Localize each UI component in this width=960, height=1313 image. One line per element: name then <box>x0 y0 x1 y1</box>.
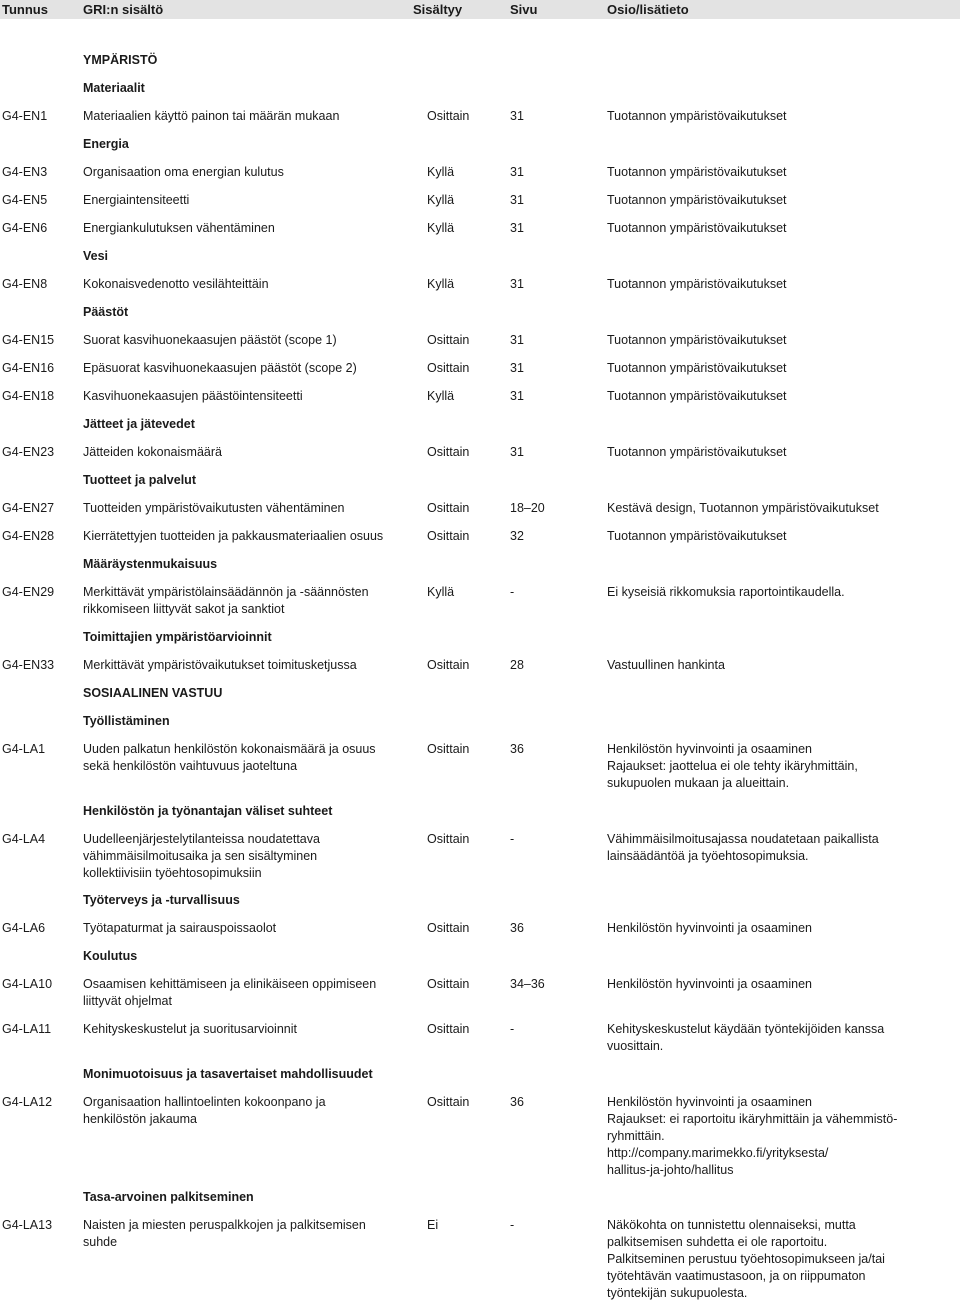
note-line: Tuotannon ympäristövaikutukset <box>607 333 787 347</box>
section-note <box>607 444 937 461</box>
indicator-description <box>83 220 423 237</box>
included-status: Osittain <box>427 742 470 756</box>
indicator-description <box>83 276 423 293</box>
page-reference: 31 <box>510 277 524 291</box>
note-line: palkitsemisen suhdetta ei ole raportoitu. <box>607 1235 828 1249</box>
description-line: Jätteiden kokonaismäärä <box>83 445 222 459</box>
included-status: Kyllä <box>427 389 455 403</box>
indicator-description <box>83 1094 423 1128</box>
description-line: suhde <box>83 1235 118 1249</box>
indicator-description <box>83 1021 423 1038</box>
page-reference: 31 <box>510 445 524 459</box>
page-reference: 31 <box>510 193 524 207</box>
table-header <box>0 0 960 19</box>
section-title: Tasa-arvoinen palkitseminen <box>83 1190 254 1204</box>
indicator-description <box>83 108 423 125</box>
description-line: Organisaation oma energian kulutus <box>83 165 284 179</box>
note-line: sukupuolen mukaan ja alueittain. <box>607 776 790 790</box>
indicator-description <box>83 920 423 937</box>
note-line: ryhmittäin. <box>607 1129 665 1143</box>
note-line: Ei kyseisiä rikkomuksia raportointikaudella. <box>607 585 845 599</box>
included-status: Osittain <box>427 501 470 515</box>
included-status: Ei <box>427 1218 439 1232</box>
section-title: Koulutus <box>83 949 138 963</box>
page-reference: 36 <box>510 742 524 756</box>
indicator-code: G4-LA13 <box>2 1218 53 1232</box>
page-reference: - <box>510 585 515 599</box>
header-page: Sivu <box>510 2 538 17</box>
indicator-description <box>83 500 423 517</box>
header-section: Osio/lisätieto <box>607 2 689 17</box>
indicator-description <box>83 1217 423 1251</box>
section-note <box>607 920 937 937</box>
indicator-description <box>83 831 423 882</box>
page-reference: 31 <box>510 109 524 123</box>
description-line: Työtapaturmat ja sairauspoissaolot <box>83 921 277 935</box>
included-status: Osittain <box>427 333 470 347</box>
section-note <box>607 276 937 293</box>
note-line: Tuotannon ympäristövaikutukset <box>607 529 787 543</box>
section-title: Energia <box>83 137 129 151</box>
section-title: YMPÄRISTÖ <box>83 53 158 67</box>
description-line: sekä henkilöstön vaihtuvuus jaoteltuna <box>83 759 298 773</box>
section-title: Vesi <box>83 249 109 263</box>
included-status: Kyllä <box>427 221 455 235</box>
note-line: Tuotannon ympäristövaikutukset <box>607 445 787 459</box>
indicator-code: G4-EN23 <box>2 445 55 459</box>
note-line: Henkilöstön hyvinvointi ja osaaminen <box>607 742 812 756</box>
section-note <box>607 500 937 517</box>
included-status: Osittain <box>427 445 470 459</box>
section-note <box>607 831 937 865</box>
section-note <box>607 164 937 181</box>
indicator-code: G4-LA6 <box>2 921 46 935</box>
note-line: Tuotannon ympäristövaikutukset <box>607 193 787 207</box>
page-reference: 36 <box>510 921 524 935</box>
note-line: http://company.marimekko.fi/yrityksesta/ <box>607 1146 829 1160</box>
description-line: Merkittävät ympäristölainsäädännön ja -säännösten <box>83 585 369 599</box>
page-reference: 18–20 <box>510 501 545 515</box>
included-status: Kyllä <box>427 277 455 291</box>
note-line: Vastuullinen hankinta <box>607 658 725 672</box>
indicator-description <box>83 332 423 349</box>
note-line: Kehityskeskustelut käydään työntekijöiden kanssa <box>607 1022 885 1036</box>
page-reference: 31 <box>510 165 524 179</box>
indicator-code: G4-EN28 <box>2 529 55 543</box>
section-note <box>607 741 937 792</box>
indicator-code: G4-LA1 <box>2 742 46 756</box>
description-line: Suorat kasvihuonekaasujen päästöt (scope 1) <box>83 333 337 347</box>
description-line: Kasvihuonekaasujen päästöintensiteetti <box>83 389 303 403</box>
description-line: henkilöstön jakauma <box>83 1112 197 1126</box>
description-line: vähimmäisilmoitusaika ja sen sisältyminen <box>83 849 318 863</box>
page-reference: - <box>510 1022 515 1036</box>
indicator-code: G4-EN33 <box>2 658 55 672</box>
description-line: Kokonaisvedenotto vesilähteittäin <box>83 277 269 291</box>
section-title: Toimittajien ympäristöarvioinnit <box>83 630 272 644</box>
description-line: Kehityskeskustelut ja suoritusarvioinnit <box>83 1022 297 1036</box>
indicator-code: G4-LA4 <box>2 832 46 846</box>
section-note <box>607 192 937 209</box>
section-note <box>607 1021 937 1055</box>
description-line: Tuotteiden ympäristövaikutusten vähentäminen <box>83 501 345 515</box>
note-line: Vähimmäisilmoitusajassa noudatetaan paikallista <box>607 832 879 846</box>
indicator-code: G4-EN16 <box>2 361 55 375</box>
section-note <box>607 584 937 601</box>
note-line: työtehtävän vaatimustasoon, ja on riippumaton <box>607 1269 866 1283</box>
included-status: Osittain <box>427 977 470 991</box>
indicator-code: G4-EN15 <box>2 333 55 347</box>
note-line: Tuotannon ympäristövaikutukset <box>607 389 787 403</box>
description-line: Uudelleenjärjestelytilanteissa noudatettava <box>83 832 320 846</box>
page-reference: - <box>510 1218 515 1232</box>
section-note <box>607 220 937 237</box>
note-line: Näkökohta on tunnistettu olennaiseksi, mutta <box>607 1218 856 1232</box>
indicator-description <box>83 584 423 618</box>
page-reference: 28 <box>510 658 524 672</box>
page-reference: 34–36 <box>510 977 545 991</box>
note-line: Rajaukset: ei raportoitu ikäryhmittäin ja vähemmistö- <box>607 1112 898 1126</box>
note-line: lainsäädäntöä ja työehtosopimuksia. <box>607 849 809 863</box>
indicator-code: G4-EN6 <box>2 221 48 235</box>
note-line: Kestävä design, Tuotannon ympäristövaikutukset <box>607 501 879 515</box>
description-line: rikkomiseen liittyvät sakot ja sanktiot <box>83 602 285 616</box>
section-title: SOSIAALINEN VASTUU <box>83 686 223 700</box>
description-line: Epäsuorat kasvihuonekaasujen päästöt (scope 2) <box>83 361 357 375</box>
section-note <box>607 657 937 674</box>
section-note <box>607 1094 937 1179</box>
indicator-code: G4-LA12 <box>2 1095 53 1109</box>
indicator-description <box>83 444 423 461</box>
indicator-code: G4-LA10 <box>2 977 53 991</box>
indicator-code: G4-EN8 <box>2 277 48 291</box>
header-content: GRI:n sisältö <box>83 2 164 17</box>
section-note <box>607 1217 937 1302</box>
indicator-description <box>83 388 423 405</box>
note-line: Tuotannon ympäristövaikutukset <box>607 109 787 123</box>
indicator-description <box>83 657 423 674</box>
indicator-code: G4-EN3 <box>2 165 48 179</box>
included-status: Osittain <box>427 109 470 123</box>
description-line: liittyvät ohjelmat <box>83 994 172 1008</box>
description-line: Osaamisen kehittämiseen ja elinikäiseen oppimiseen <box>83 977 377 991</box>
section-note <box>607 976 937 993</box>
page-reference: 31 <box>510 361 524 375</box>
note-line: vuosittain. <box>607 1039 664 1053</box>
note-line: hallitus-ja-johto/hallitus <box>607 1163 734 1177</box>
indicator-code: G4-EN27 <box>2 501 55 515</box>
note-line: Tuotannon ympäristövaikutukset <box>607 165 787 179</box>
page-reference: 31 <box>510 221 524 235</box>
section-title: Työterveys ja -turvallisuus <box>83 893 240 907</box>
page-reference: - <box>510 832 515 846</box>
description-line: Naisten ja miesten peruspalkkojen ja palkitsemisen <box>83 1218 366 1232</box>
note-line: Henkilöstön hyvinvointi ja osaaminen <box>607 1095 812 1109</box>
section-title: Työllistäminen <box>83 714 170 728</box>
included-status: Osittain <box>427 361 470 375</box>
indicator-description <box>83 741 423 775</box>
description-line: Kierrätettyjen tuotteiden ja pakkausmateriaalien osuus <box>83 529 384 543</box>
indicator-description <box>83 976 423 1010</box>
page-reference: 32 <box>510 529 524 543</box>
section-note <box>607 360 937 377</box>
description-line: Materiaalien käyttö painon tai määrän mukaan <box>83 109 340 123</box>
note-line: Tuotannon ympäristövaikutukset <box>607 221 787 235</box>
section-note <box>607 528 937 545</box>
description-line: Merkittävät ympäristövaikutukset toimitusketjussa <box>83 658 357 672</box>
header-included: Sisältyy <box>413 2 463 17</box>
note-line: Palkitseminen perustuu työehtosopimukseen ja/tai <box>607 1252 885 1266</box>
indicator-description <box>83 528 423 545</box>
indicator-code: G4-EN29 <box>2 585 55 599</box>
included-status: Osittain <box>427 921 470 935</box>
page-reference: 31 <box>510 389 524 403</box>
note-line: Tuotannon ympäristövaikutukset <box>607 277 787 291</box>
indicator-code: G4-EN1 <box>2 109 48 123</box>
included-status: Osittain <box>427 529 470 543</box>
included-status: Kyllä <box>427 193 455 207</box>
description-line: kollektiivisiin työehtosopimuksiin <box>83 866 262 880</box>
description-line: Energiankulutuksen vähentäminen <box>83 221 275 235</box>
note-line: Rajaukset: jaottelua ei ole tehty ikäryhmittäin, <box>607 759 858 773</box>
section-title: Jätteet ja jätevedet <box>83 417 195 431</box>
section-title: Materiaalit <box>83 81 145 95</box>
note-line: Henkilöstön hyvinvointi ja osaaminen <box>607 921 812 935</box>
section-title: Päästöt <box>83 305 129 319</box>
included-status: Osittain <box>427 832 470 846</box>
description-line: Energiaintensiteetti <box>83 193 190 207</box>
indicator-code: G4-EN18 <box>2 389 55 403</box>
included-status: Kyllä <box>427 585 455 599</box>
section-note <box>607 388 937 405</box>
section-title: Tuotteet ja palvelut <box>83 473 196 487</box>
description-line: Organisaation hallintoelinten kokoonpano ja <box>83 1095 326 1109</box>
indicator-code: G4-LA11 <box>2 1022 52 1036</box>
included-status: Kyllä <box>427 165 455 179</box>
page-reference: 36 <box>510 1095 524 1109</box>
section-note <box>607 332 937 349</box>
included-status: Osittain <box>427 1022 470 1036</box>
section-title: Monimuotoisuus ja tasavertaiset mahdollisuudet <box>83 1067 373 1081</box>
header-code: Tunnus <box>2 2 48 17</box>
note-line: Tuotannon ympäristövaikutukset <box>607 361 787 375</box>
indicator-description <box>83 360 423 377</box>
included-status: Osittain <box>427 658 470 672</box>
note-line: Henkilöstön hyvinvointi ja osaaminen <box>607 977 812 991</box>
indicator-description <box>83 164 423 181</box>
indicator-description <box>83 192 423 209</box>
note-line: työntekijän sukupuolesta. <box>607 1286 748 1300</box>
included-status: Osittain <box>427 1095 470 1109</box>
description-line: Uuden palkatun henkilöstön kokonaismäärä ja osuus <box>83 742 376 756</box>
page-reference: 31 <box>510 333 524 347</box>
indicator-code: G4-EN5 <box>2 193 48 207</box>
section-title: Henkilöstön ja työnantajan väliset suhteet <box>83 804 333 818</box>
section-title: Määräystenmukaisuus <box>83 557 218 571</box>
section-note <box>607 108 937 125</box>
